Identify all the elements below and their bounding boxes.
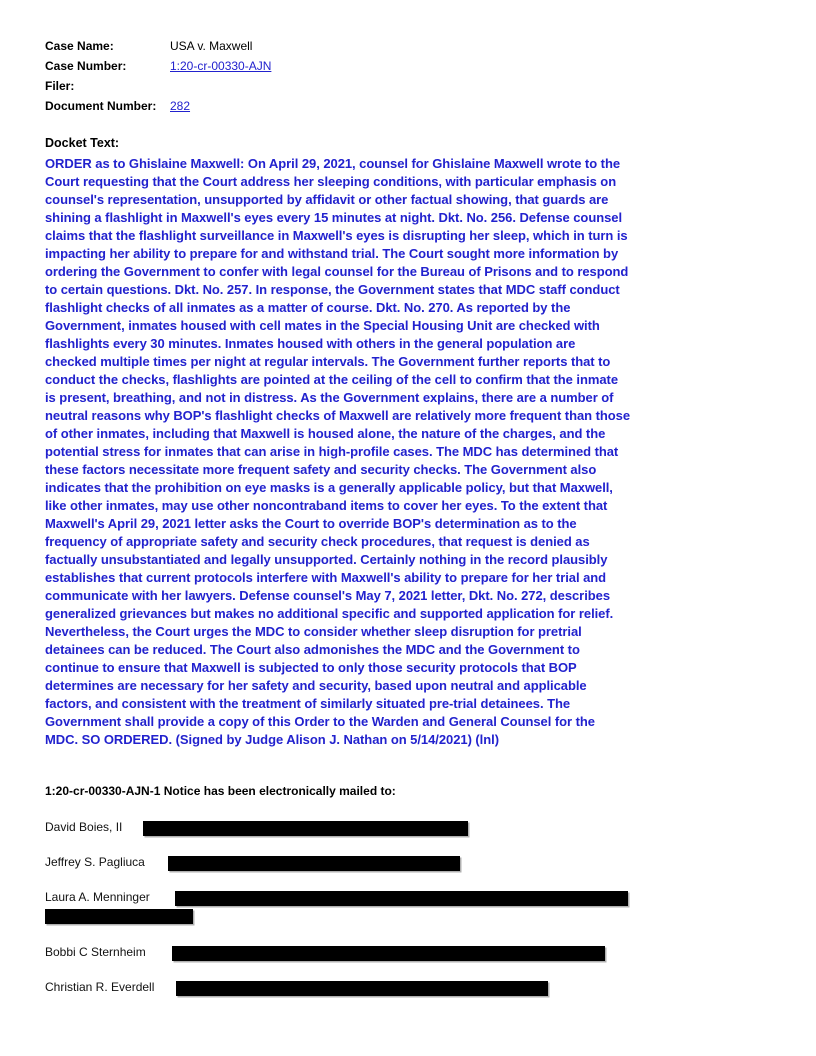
redaction-bar [172,946,605,961]
docket-text-line: these factors necessitate more frequent safety and security checks. The Government also [45,462,597,477]
docket-text-line: Maxwell's April 29, 2021 letter asks the Court to override BOP's determination as to the [45,516,577,531]
docket-text-line: communicate with her lawyers. Defense counsel's May 7, 2021 letter, Dkt. No. 272, describes [45,588,611,603]
case-info-link[interactable]: 1:20-cr-00330-AJN [170,59,272,73]
docket-text-line: counsel's representation, unsupported by affidavit or other factual showing, that guards are [45,192,609,207]
docket-text-line: Government, inmates housed with cell mates in the Special Housing Unit are checked with [45,318,600,333]
notice-mailed-heading: 1:20-cr-00330-AJN-1 Notice has been electronically mailed to: [45,784,396,798]
recipient-name: Laura A. Menninger [45,890,150,904]
docket-text-line: to certain questions. Dkt. No. 257. In response, the Government states that MDC staff conduct [45,282,620,297]
docket-text-line: like other inmates, may use other noncontraband items to cover her eyes. To the extent that [45,498,608,513]
docket-text-line: checked multiple times per night at regular intervals. The Government further reports that to [45,354,611,369]
case-info-label: Filer: [45,79,75,93]
recipient-name: Christian R. Everdell [45,980,155,994]
case-info-block [45,36,271,116]
docket-text-line: generalized grievances but makes no additional specific and supported application for relief. [45,606,614,621]
docket-text-line: MDC. SO ORDERED. (Signed by Judge Alison J. Nathan on 5/14/2021) (lnl) [45,732,499,747]
recipient-name: David Boies, II [45,820,123,834]
case-info-label: Case Name: [45,39,114,53]
docket-text-line: continue to ensure that Maxwell is subjected to only those security protocols that BOP [45,660,577,675]
docket-text-line: shining a flashlight in Maxwell's eyes every 15 minutes at night. Dkt. No. 256. Defense counsel [45,210,623,225]
recipient-name: Bobbi C Sternheim [45,945,146,959]
redaction-bar [143,821,468,836]
docket-text-line: establishes that current protocols interfere with Maxwell's ability to prepare for her trial and [45,570,607,585]
docket-text-line: Government shall provide a copy of this Order to the Warden and General Counsel for the [45,714,595,729]
case-info-row [45,36,271,56]
case-info-row [45,76,271,96]
redaction-bar [168,856,460,871]
case-info-row [45,56,271,76]
docket-text-line: Nevertheless, the Court urges the MDC to consider whether sleep disruption for pretrial [45,624,582,639]
docket-text-line: potential stress for inmates that can arise in high-profile cases. The MDC has determined that [45,444,619,459]
redaction-bar [175,891,628,906]
docket-text-line: neutral reasons why BOP's flashlight checks of Maxwell are relatively more frequent than those [45,408,631,423]
case-info-label: Document Number: [45,99,157,113]
docket-text-line: indicates that the prohibition on eye masks is a generally applicable policy, but that Maxwell, [45,480,613,495]
docket-text-heading: Docket Text: [45,136,120,150]
docket-text-line: flashlight checks of all inmates as a matter of course. Dkt. No. 270. As reported by the [45,300,571,315]
docket-text-line: detainees can be reduced. The Court also admonishes the MDC and the Government to [45,642,580,657]
case-info-value: USA v. Maxwell [170,39,253,53]
docket-text-line: ordering the Government to confer with legal counsel for the Bureau of Prisons and to respond [45,264,629,279]
docket-text-line: Court requesting that the Court address her sleeping conditions, with particular emphasis on [45,174,617,189]
recipient-name: Jeffrey S. Pagliuca [45,855,145,869]
docket-text-line: is present, breathing, and not in distress. As the Government explains, there are a number of [45,390,614,405]
docket-text-line: conduct the checks, flashlights are pointed at the ceiling of the cell to confirm that the inmate [45,372,619,387]
case-info-label: Case Number: [45,59,127,73]
docket-text-line: factually unsubstantiated and legally unsupported. Certainly nothing in the record plausibly [45,552,608,567]
case-info-link[interactable]: 282 [170,99,191,113]
docket-text-line: factors, and consistent with the treatment of similarly situated pre-trial detainees. The [45,696,571,711]
redaction-bar [45,909,193,924]
case-info-row [45,96,271,116]
docket-text-line: ORDER as to Ghislaine Maxwell: On April 29, 2021, counsel for Ghislaine Maxwell wrote to the [45,156,621,171]
docket-text-line: frequency of appropriate safety and security check procedures, that request is denied as [45,534,590,549]
docket-text-line: claims that the flashlight surveillance in Maxwell's eyes is disrupting her sleep, which in turn is [45,228,628,243]
docket-text-line: determines are necessary for her safety and security, based upon neutral and applicable [45,678,587,693]
docket-order-text [45,155,785,749]
docket-text-line: flashlights every 30 minutes. Inmates housed with others in the general population are [45,336,576,351]
docket-text-line: impacting her ability to prepare for and withstand trial. The Court sought more information by [45,246,619,261]
redaction-bar [176,981,548,996]
docket-text-line: of other inmates, including that Maxwell is housed alone, the nature of the charges, and the [45,426,606,441]
